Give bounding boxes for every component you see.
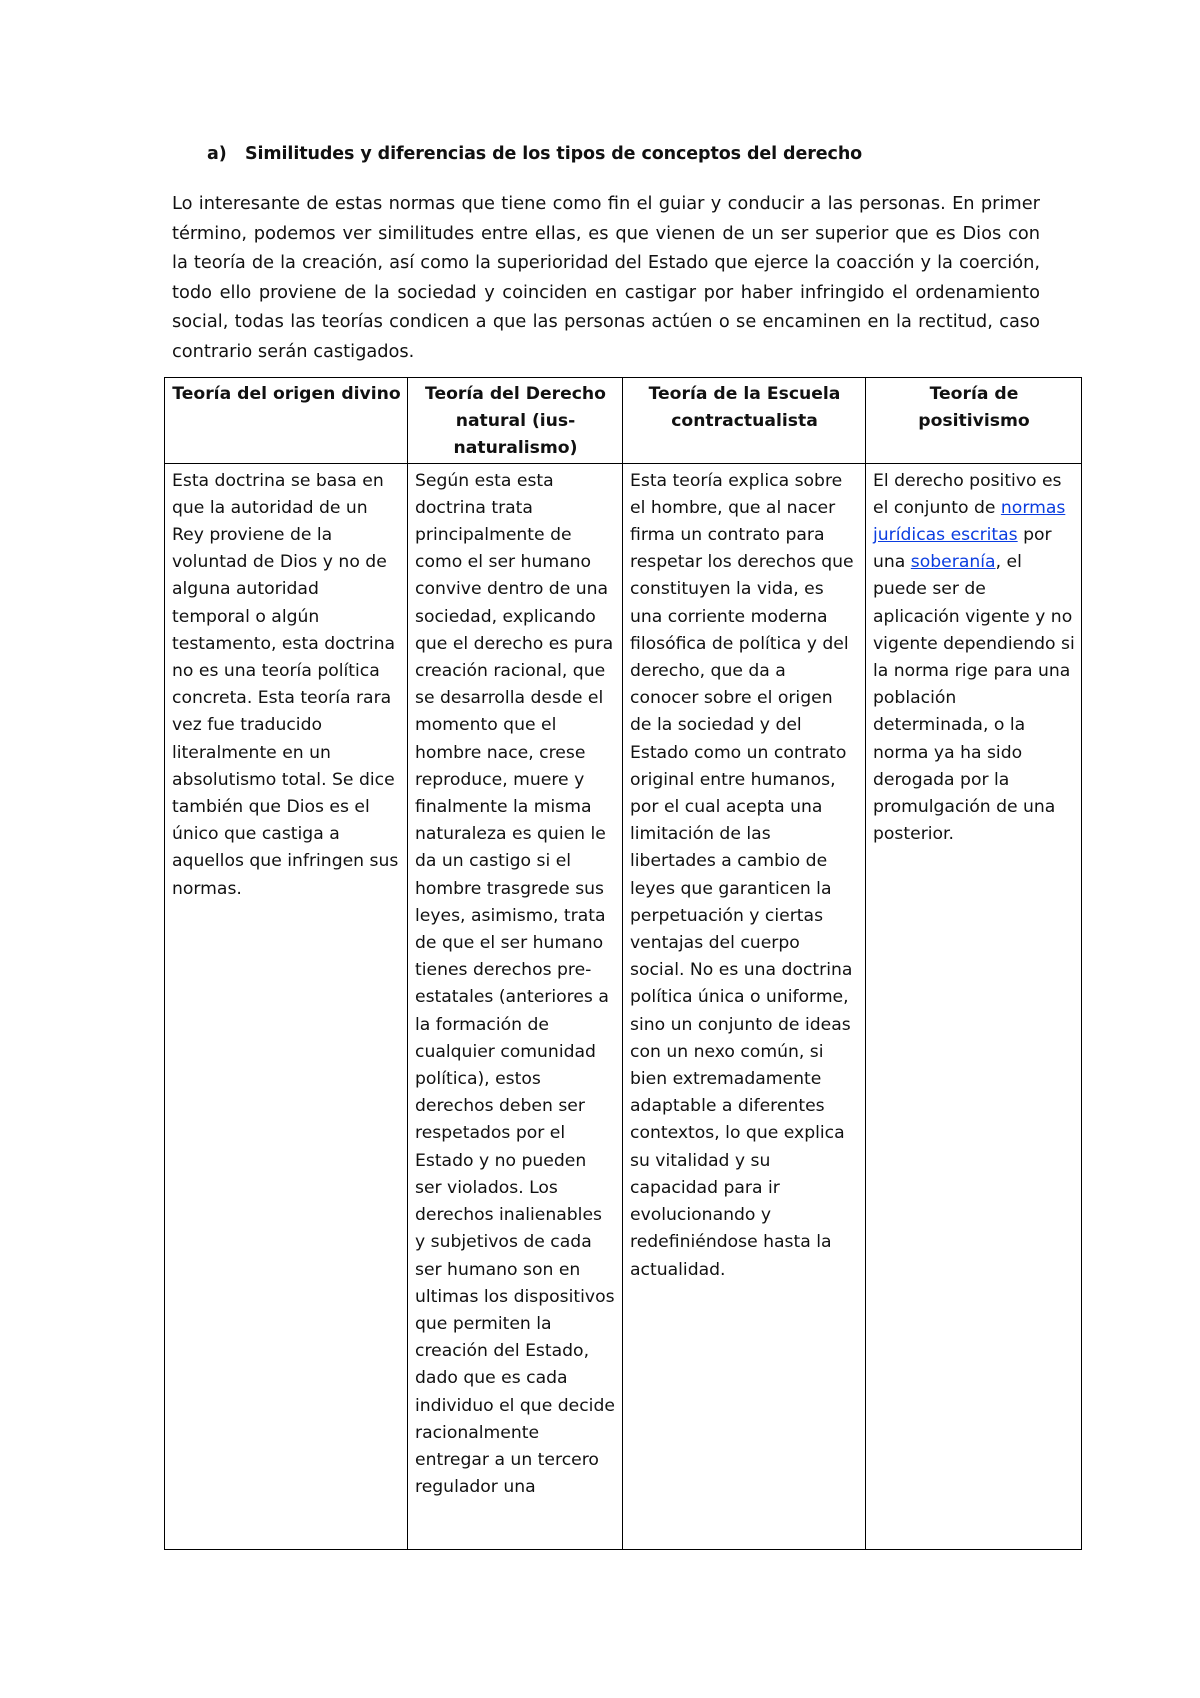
cell-origen-divino: Esta doctrina se basa en que la autoridad de un Rey proviene de la voluntad de Dios y no de alguna autoridad temporal o algún testamento, esta doctrina no es una teoría política concreta. Esta teoría rara vez fue traducido literalmente en un absolutismo total. Se dice también que Dios es el único que castiga a aquellos que infringen sus normas. xyxy=(165,463,408,1549)
positivismo-text-1: El derecho positivo es el conjunto de xyxy=(873,470,1062,518)
cell-positivismo xyxy=(866,463,1082,1549)
table-row xyxy=(165,463,1082,1549)
cell-contractualista: Esta teoría explica sobre el hombre, que al nacer firma un contrato para respetar los derechos que constituyen la vida, es una corriente moderna filosófica de política y del derecho, que da a conocer sobre el origen de la sociedad y del Estado como un contrato original entre humanos, por el cual acepta una limitación de las libertades a cambio de leyes que garanticen la perpetuación y ciertas ventajas del cuerpo social. No es una doctrina política única o uniforme, sino un conjunto de ideas con un nexo común, si bien extremadamente adaptable a diferentes contextos, lo que explica su vitalidad y su capacidad para ir evolucionando y redefiniéndose hasta la actualidad. xyxy=(623,463,866,1549)
positivismo-text-2: por una xyxy=(873,525,1052,573)
intro-paragraph: Lo interesante de estas normas que tiene como fin el guiar y conducir a las personas. En primer término, podemos ver similitudes entre ellas, es que vienen de un ser superior que es Dios con la teoría de la creación, así como la superioridad del Estado que ejerce la coacción y la coerción, todo ello proviene de la sociedad y coinciden en castigar por haber infringido el ordenamiento social, todas las teorías condicen a que las personas actúen o se encaminen en la rectitud, caso contrario serán castigados. xyxy=(172,193,1040,362)
header-origen-divino: Teoría del origen divino xyxy=(165,378,408,464)
list-marker: a) xyxy=(207,144,227,164)
header-positivismo: Teoría de positivismo xyxy=(866,378,1082,464)
link-normas-juridicas[interactable]: normas jurídicas escritas xyxy=(873,497,1066,546)
link-soberania[interactable]: soberanía xyxy=(910,552,996,573)
section-heading xyxy=(207,144,862,164)
theories-table xyxy=(164,377,1082,1550)
cell-derecho-natural: Según esta esta doctrina trata principalmente de como el ser humano convive dentro de una sociedad, explicando que el derecho es pura creación racional, que se desarrolla desde el momento que el hombre nace, crese reproduce, muere y finalmente la misma naturaleza es quien le da un castigo si el hombre trasgrede sus leyes, asimismo, trata de que el ser humano tienes derechos pre-estatales (anteriores a la formación de cualquier comunidad política), estos derechos deben ser respetados por el Estado y no pueden ser violados. Los derechos inalienables y subjetivos de cada ser humano son en ultimas los dispositivos que permiten la creación del Estado, dado que es cada individuo el que decide racionalmente entregar a un tercero regulador una xyxy=(408,463,623,1549)
positivismo-text-3: , el puede ser de aplicación vigente y no vigente dependiendo si la norma rige para una población determinada, o la norma ya ha sido derogada por la promulgación de una posterior. xyxy=(873,552,1075,845)
table-header-row xyxy=(165,378,1082,464)
section-title: Similitudes y diferencias de los tipos de conceptos del derecho xyxy=(245,144,863,164)
header-contractualista: Teoría de la Escuela contractualista xyxy=(623,378,866,464)
header-derecho-natural: Teoría del Derecho natural (ius-naturalismo) xyxy=(408,378,623,464)
